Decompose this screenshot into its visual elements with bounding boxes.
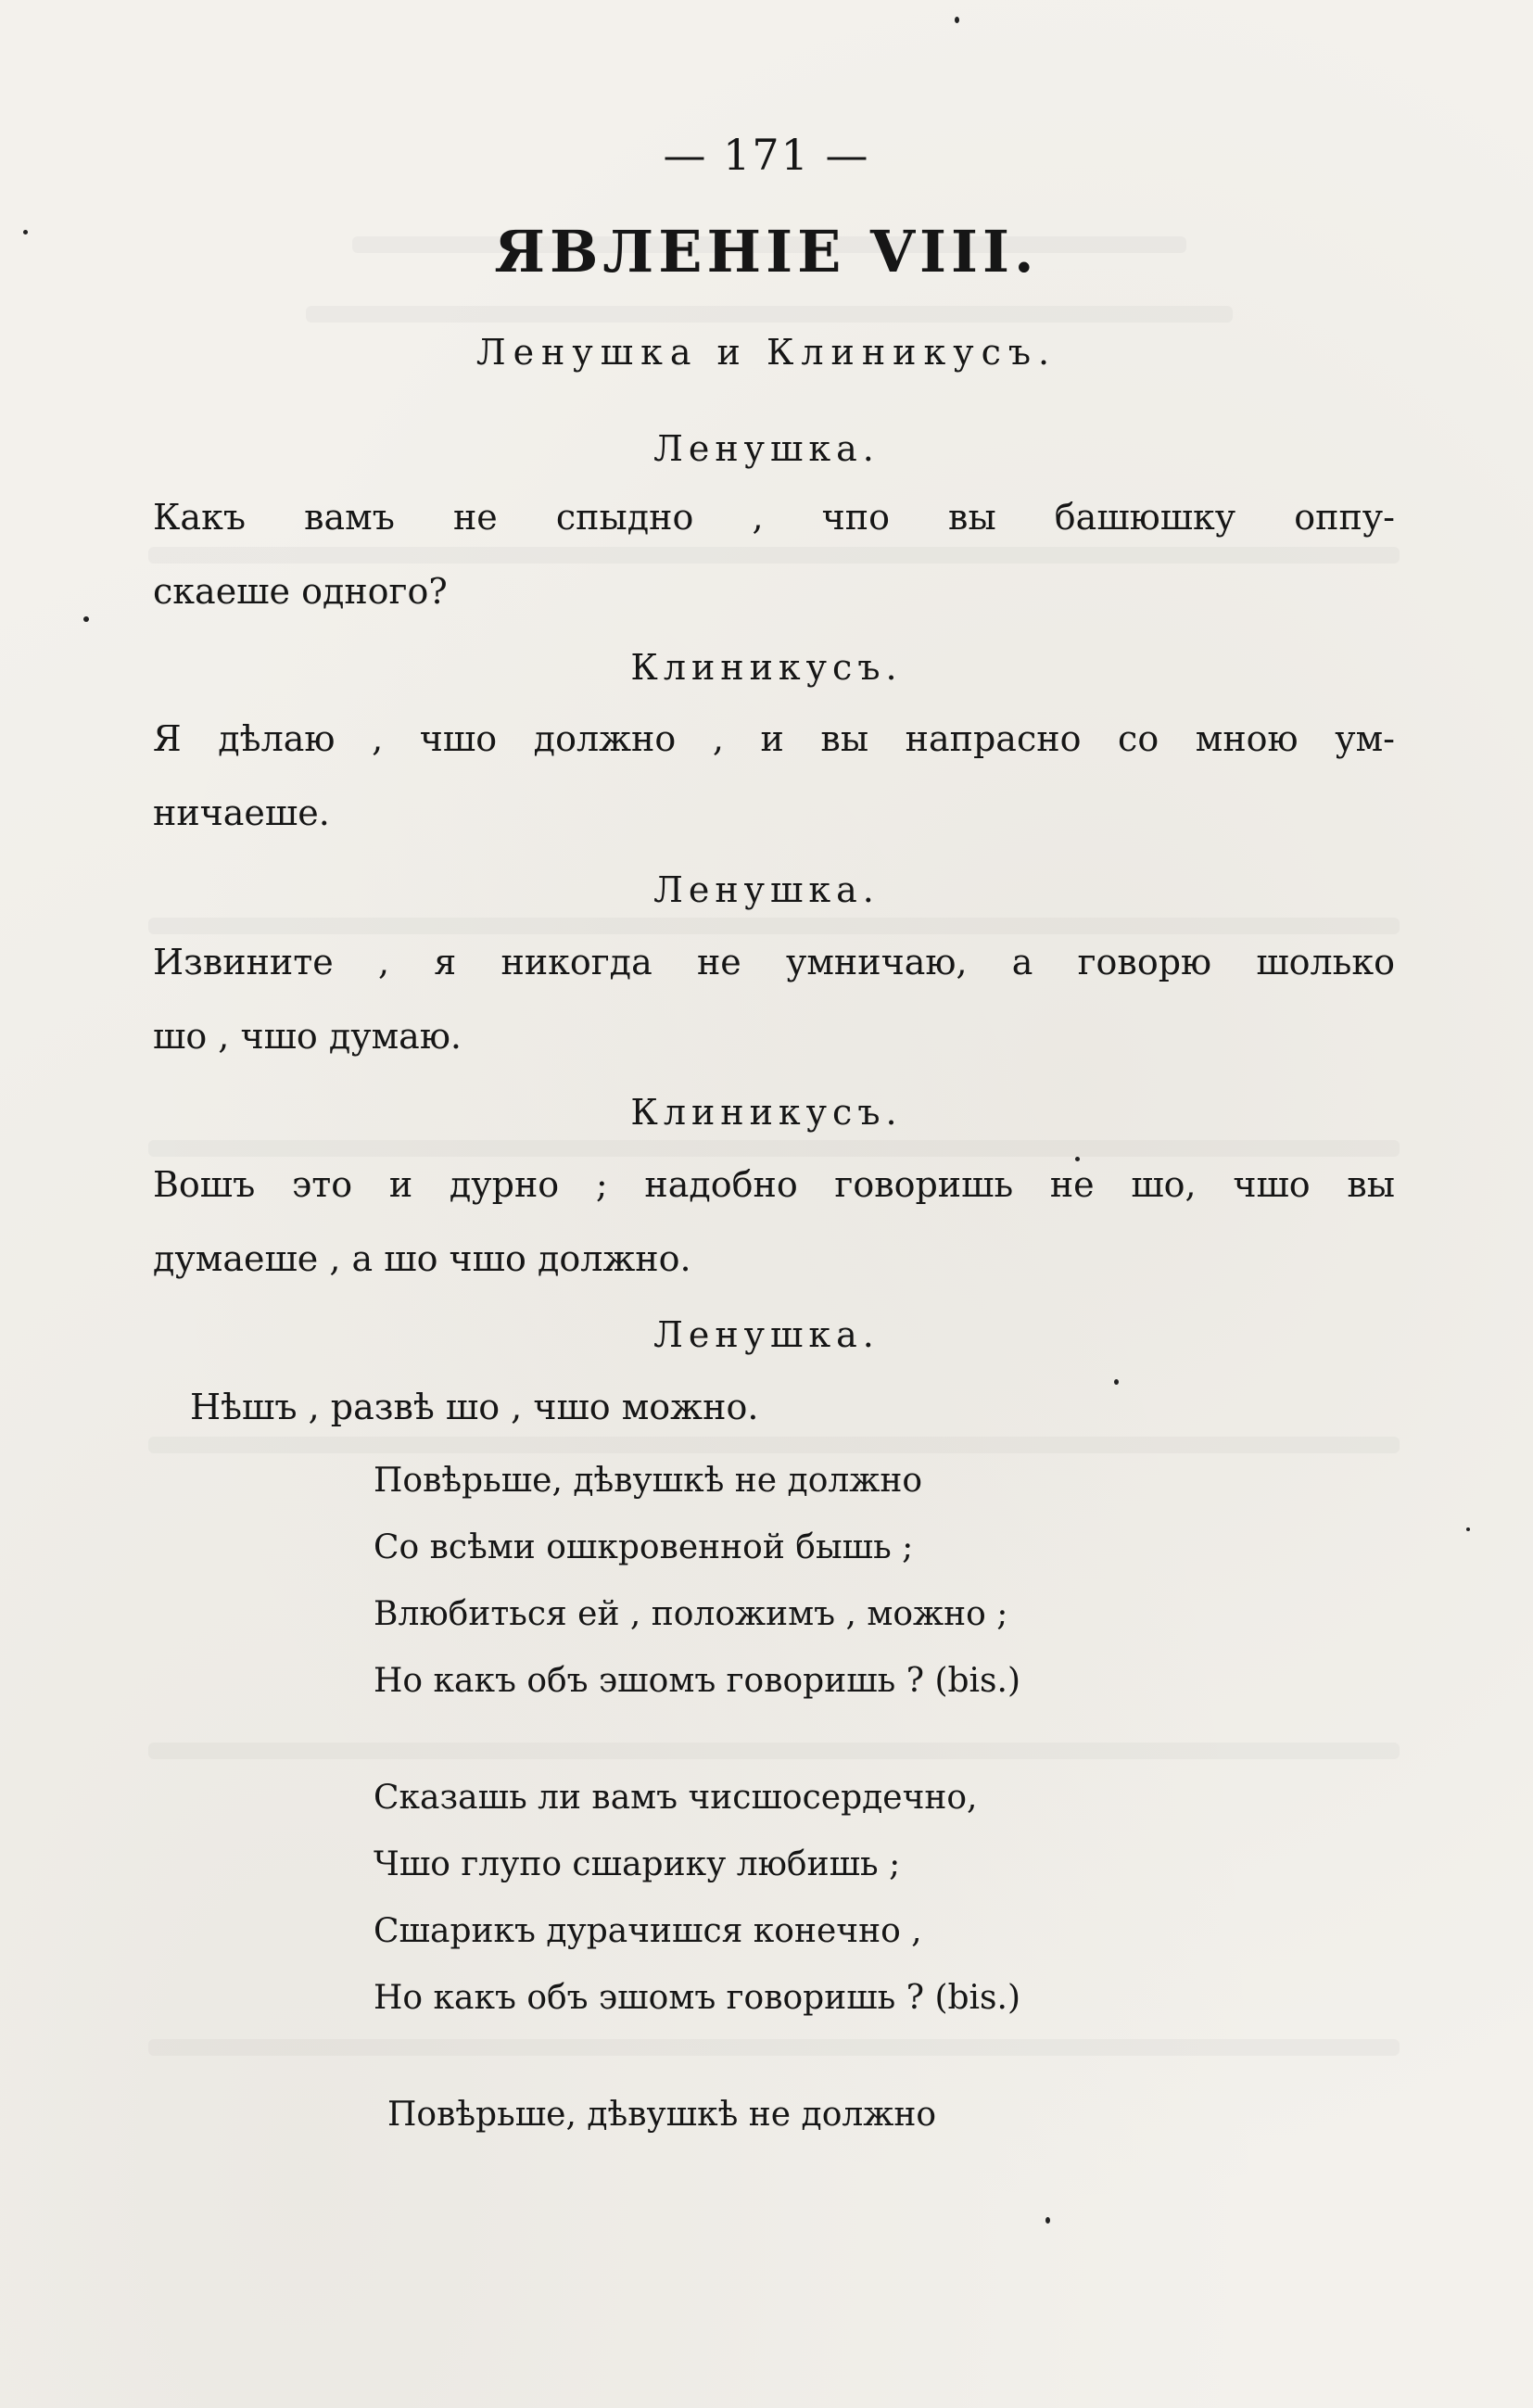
speaker-name: Клиникусъ.: [630, 647, 903, 688]
scene-characters: Ленушка и Клиникусъ.: [475, 332, 1058, 373]
verse-line: Со всѣми ошкровенной бышь ;: [374, 1528, 914, 1566]
speaker-name: Клиникусъ.: [630, 1092, 903, 1133]
scan-speck: [955, 17, 959, 23]
dialogue-text: [153, 480, 1395, 628]
speaker-name: Ленушка.: [653, 869, 880, 910]
dialogue-line: скаеше одного?: [153, 571, 448, 612]
page-number: — 171 —: [663, 130, 870, 180]
verse-line: Но какъ объ эшомъ говоришь ? (bis.): [374, 1979, 1021, 2017]
bleed-through: [148, 1743, 1400, 1759]
speaker-name: Ленушка.: [653, 428, 880, 469]
dialogue-text: [153, 1147, 1395, 1296]
dialogue-text: [153, 925, 1395, 1073]
dialogue-line: ничаеше.: [153, 792, 330, 833]
dialogue-line: шо , чшо думаю.: [153, 1016, 462, 1057]
scan-speck: [83, 616, 89, 622]
scene-title: ЯВЛЕНІЕ VIII.: [494, 218, 1039, 285]
speaker-name: Ленушка.: [653, 1314, 880, 1355]
verse-line: Сшарикъ дурачишся конечно ,: [374, 1912, 922, 1950]
scan-speck: [23, 230, 28, 234]
verse-line: Чшо глупо сшарику любишь ;: [374, 1845, 901, 1883]
verse-line: Повѣрьше, дѣвушкѣ не должно: [374, 1462, 923, 1500]
dialogue-text: [190, 1370, 1432, 1444]
dialogue-line: Нѣшъ , развѣ шо , чшо можно.: [190, 1387, 759, 1427]
scan-speck: [1114, 1379, 1119, 1385]
bleed-through: [148, 2039, 1400, 2056]
scan-speck: [1075, 1157, 1080, 1161]
scan-speck: [1045, 2217, 1050, 2224]
verse-line: Повѣрьше, дѣвушкѣ не должно: [387, 2096, 937, 2134]
verse-line: Влюбиться ей , положимъ , можно ;: [374, 1595, 1008, 1633]
bleed-through: [306, 306, 1233, 323]
dialogue-line: думаеше , а шо чшо должно.: [153, 1238, 691, 1279]
dialogue-line: Я дѣлаю , чшо должно , и вы напрасно со мною ум-: [153, 718, 1395, 759]
verse-line: Но какъ объ эшомъ говоришь ? (bis.): [374, 1662, 1021, 1700]
dialogue-line: Извините , я никогда не умничаю, а говорю шолько: [153, 942, 1395, 982]
verse-line: Сказашь ли вамъ чисшосердечно,: [374, 1779, 978, 1817]
dialogue-text: [153, 702, 1395, 850]
dialogue-line: Вошъ это и дурно ; надобно говоришь не шо, чшо вы: [153, 1164, 1395, 1205]
song-verse: [374, 1448, 1020, 1715]
dialogue-line: Какъ вамъ не спыдно , чпо вы башюшку оппу-: [153, 497, 1395, 538]
scan-speck: [1466, 1527, 1470, 1531]
song-verse: [374, 1765, 1020, 2032]
song-verse: [387, 2082, 936, 2148]
